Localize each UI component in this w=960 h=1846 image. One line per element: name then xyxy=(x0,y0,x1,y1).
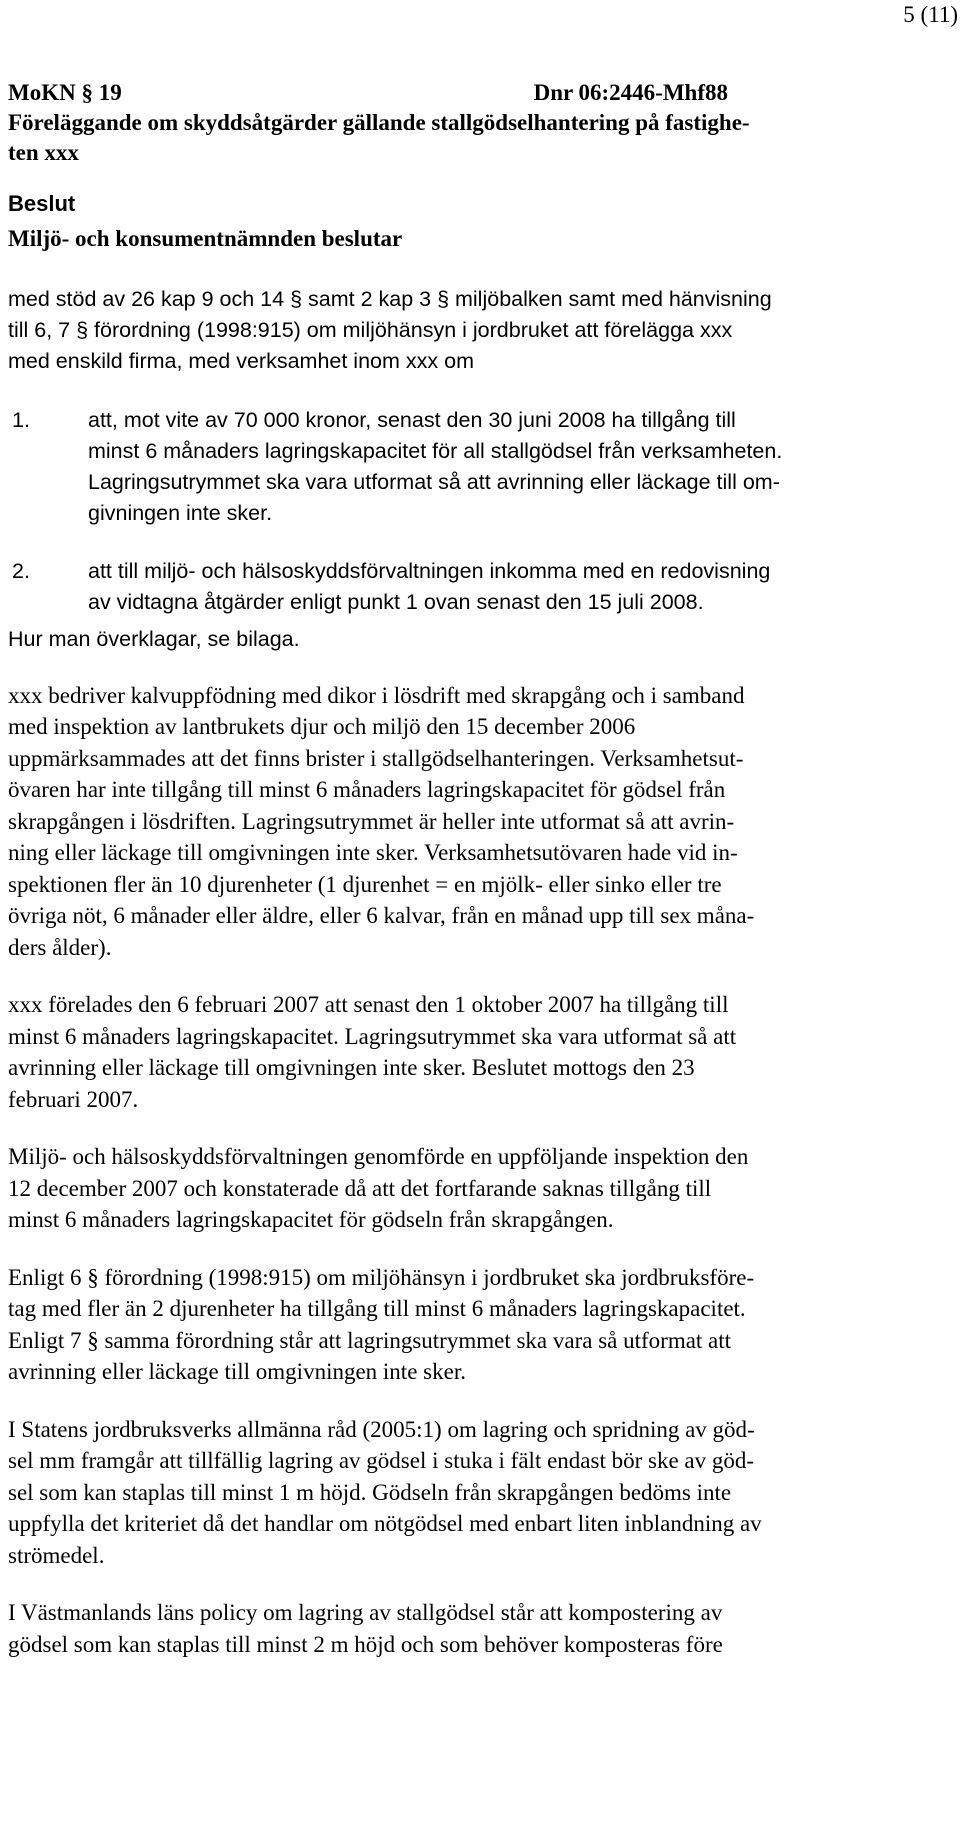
case-number: Dnr 06:2446-Mhf88 xyxy=(533,80,728,105)
text-line: Lagringsutrymmet ska vara utformat så att avrinning eller läckage till om- xyxy=(88,470,780,494)
text-line: uppmärksammades att det finns brister i stallgödselhanteringen. Verksamhetsut- xyxy=(8,745,744,771)
list-item xyxy=(8,556,933,618)
text-line: strömedel. xyxy=(8,1542,105,1568)
text-line: till 6, 7 § förordning (1998:915) om miljöhänsyn i jordbruket att förelägga xxx xyxy=(8,318,733,342)
text-line: avrinning eller läckage till omgivningen inte sker. xyxy=(8,1359,466,1384)
text-line: minst 6 månaders lagringskapacitet för all stallgödsel från verksamheten. xyxy=(88,439,783,463)
board-heading: Miljö- och konsumentnämnden beslutar xyxy=(8,226,403,251)
document-header xyxy=(8,78,948,168)
title-line: ten xxx xyxy=(8,140,79,165)
text-line: givningen inte sker. xyxy=(88,501,273,525)
item-number: 1. xyxy=(12,408,30,432)
text-line: Miljö- och hälsoskyddsförvaltningen genomförde en uppföljande inspektion den xyxy=(8,1144,749,1169)
title-line: Föreläggande om skyddsåtgärder gällande stallgödselhantering på fastighe- xyxy=(8,110,750,135)
text-line: I Västmanlands läns policy om lagring av stallgödsel står att kompostering av xyxy=(8,1600,723,1625)
text-line: Enligt 7 § samma förordning står att lagringsutrymmet ska vara så utformat att xyxy=(8,1327,732,1353)
text-line: spektionen fler än 10 djurenheter (1 djurenhet = en mjölk- eller sinko eller tre xyxy=(8,871,722,897)
page-number: 5 (11) xyxy=(903,2,958,27)
reference-line xyxy=(8,78,728,108)
text-line: Enligt 6 § förordning (1998:915) om miljöhänsyn i jordbruket ska jordbruksföre- xyxy=(8,1264,755,1290)
text-line: februari 2007. xyxy=(8,1086,139,1112)
body-paragraph xyxy=(8,1141,943,1236)
text-line: av vidtagna åtgärder enligt punkt 1 ovan senast den 15 juli 2008. xyxy=(88,590,704,614)
text-line: minst 6 månaders lagringskapacitet. Lagringsutrymmet ska vara utformat så att xyxy=(8,1023,737,1049)
body-paragraph xyxy=(8,680,943,964)
decision-list xyxy=(8,405,948,618)
text-line: uppfylla det kriteriet då det handlar om nötgödsel med enbart liten inblandning av xyxy=(8,1511,762,1536)
text-line: avrinning eller läckage till omgivningen inte sker. Beslutet mottogs den 23 xyxy=(8,1055,695,1080)
body-paragraph xyxy=(8,1597,943,1660)
text-line: att till miljö- och hälsoskyddsförvaltningen inkomma med en redovisning xyxy=(88,559,771,583)
intro-paragraph xyxy=(8,284,938,377)
text-line: sel som kan staplas till minst 1 m höjd. Gödseln från skrapgången bedöms inte xyxy=(8,1479,732,1505)
text-line: ning eller läckage till omgivningen inte sker. Verksamhetsutövaren hade vid in- xyxy=(8,840,738,865)
document-body xyxy=(8,78,948,1660)
text-line: skrapgången i lösdriften. Lagringsutrymmet är heller inte utformat så att avrin- xyxy=(8,808,735,834)
text-line: minst 6 månaders lagringskapacitet för gödseln från skrapgången. xyxy=(8,1207,614,1232)
list-item xyxy=(8,405,933,529)
text-line: xxx bedriver kalvuppfödning med dikor i lösdrift med skrapgång och i samband xyxy=(8,682,745,708)
text-line: övaren har inte tillgång till minst 6 månaders lagringskapacitet för gödsel från xyxy=(8,777,726,802)
text-line: att, mot vite av 70 000 kronor, senast den 30 juni 2008 ha tillgång till xyxy=(88,408,736,432)
body-paragraph xyxy=(8,1414,943,1572)
body-paragraph xyxy=(8,1262,943,1388)
text-line: tag med fler än 2 djurenheter ha tillgång till minst 6 månaders lagringskapacitet. xyxy=(8,1296,746,1321)
text-line: med stöd av 26 kap 9 och 14 § samt 2 kap 3 § miljöbalken samt med hänvisning xyxy=(8,287,772,311)
document-title xyxy=(8,108,908,168)
text-line: I Statens jordbruksverks allmänna råd (2005:1) om lagring och spridning av göd- xyxy=(8,1416,755,1442)
body-paragraph xyxy=(8,989,943,1115)
section-reference: MoKN § 19 xyxy=(8,80,122,105)
text-line: med enskild firma, med verksamhet inom xxx om xyxy=(8,349,474,373)
text-line: 12 december 2007 och konstaterade då att det fortfarande saknas tillgång till xyxy=(8,1175,712,1201)
text-line: gödsel som kan staplas till minst 2 m höjd och som behöver komposteras före xyxy=(8,1631,723,1657)
text-line: övriga nöt, 6 månader eller äldre, eller 6 kalvar, från en månad upp till sex måna- xyxy=(8,903,755,928)
decision-heading: Beslut xyxy=(8,191,76,216)
text-line: sel mm framgår att tillfällig lagring av gödsel i stuka i fält endast bör ske av göd- xyxy=(8,1448,755,1473)
text-line: ders ålder). xyxy=(8,934,112,960)
item-number: 2. xyxy=(12,559,30,583)
appeal-note: Hur man överklagar, se bilaga. xyxy=(8,627,300,651)
item-text xyxy=(88,556,933,618)
text-line: med inspektion av lantbrukets djur och miljö den 15 december 2006 xyxy=(8,714,636,739)
item-text xyxy=(88,405,933,529)
text-line: xxx förelades den 6 februari 2007 att senast den 1 oktober 2007 ha tillgång till xyxy=(8,992,729,1017)
